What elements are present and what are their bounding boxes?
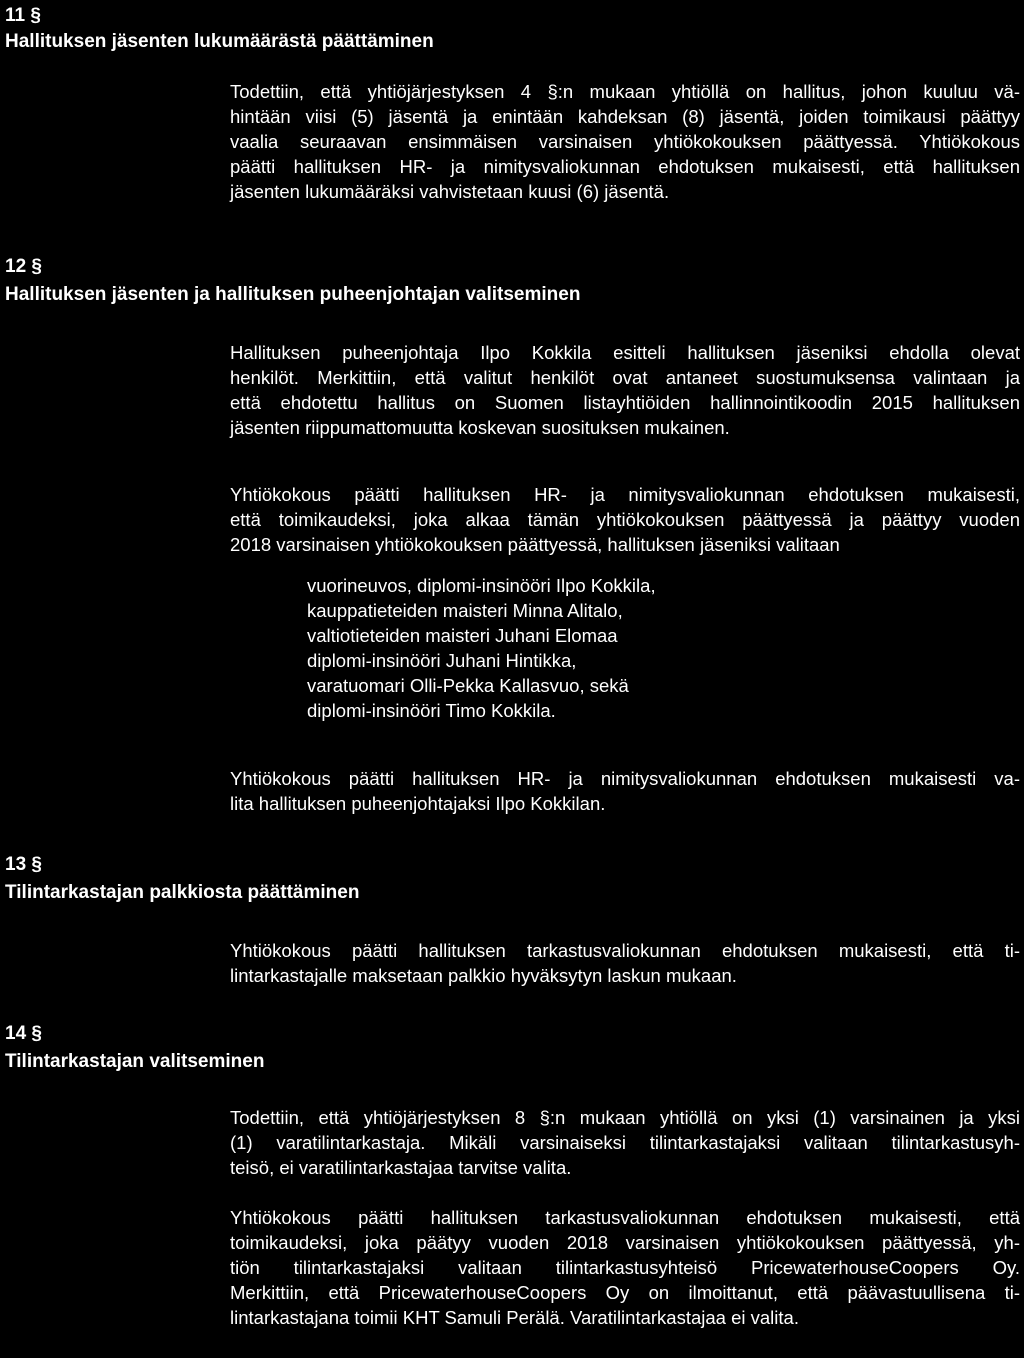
section-14-title: Tilintarkastajan valitseminen xyxy=(5,1051,265,1072)
list-item: kauppatieteiden maisteri Minna Alitalo, xyxy=(307,600,623,621)
text-line: lintarkastajana toimii KHT Samuli Perälä. Varatilintarkastajaa ei valita. xyxy=(230,1307,799,1328)
text-line: teisö, ei varatilintarkastajaa tarvitse valita. xyxy=(230,1157,572,1178)
section-13-title: Tilintarkastajan palkkiosta päättäminen xyxy=(5,882,360,903)
section-13-number: 13 § xyxy=(5,854,42,875)
text-line: (1) varatilintarkastaja. Mikäli varsinaiseksi tilintarkastajaksi valitaan tilintarkastusyh- xyxy=(230,1132,1020,1153)
text-line: 2018 varsinaisen yhtiökokouksen päättyessä, hallituksen jäseniksi valitaan xyxy=(230,534,840,555)
section-12-paragraph-1 xyxy=(230,340,1020,440)
board-members-list xyxy=(307,573,907,723)
section-11-paragraph-1 xyxy=(230,79,1020,204)
text-line: vaalia seuraavan ensimmäisen varsinaisen yhtiökokouksen päättyessä. Yhtiökokous xyxy=(230,131,1020,152)
text-line: jäsenten lukumääräksi vahvistetaan kuusi (6) jäsentä. xyxy=(230,181,670,202)
text-line: Yhtiökokous päätti hallituksen tarkastusvaliokunnan ehdotuksen mukaisesti, että xyxy=(230,1207,1020,1228)
text-line: päätti hallituksen HR- ja nimitysvaliokunnan ehdotuksen mukaisesti, että hallituksen xyxy=(230,156,1020,177)
text-line: Yhtiökokous päätti hallituksen HR- ja nimitysvaliokunnan ehdotuksen mukaisesti, xyxy=(230,484,1020,505)
section-14-number: 14 § xyxy=(5,1023,42,1044)
section-11-number: 11 § xyxy=(5,5,41,26)
section-12-title: Hallituksen jäsenten ja hallituksen puheenjohtajan valitseminen xyxy=(5,284,581,305)
text-line: lita hallituksen puheenjohtajaksi Ilpo Kokkilan. xyxy=(230,793,606,814)
list-item: valtiotieteiden maisteri Juhani Elomaa xyxy=(307,625,618,646)
list-item: diplomi-insinööri Timo Kokkila. xyxy=(307,700,556,721)
section-14-paragraph-2 xyxy=(230,1205,1020,1330)
section-12-paragraph-3 xyxy=(230,766,1020,816)
list-item: diplomi-insinööri Juhani Hintikka, xyxy=(307,650,577,671)
section-12-number: 12 § xyxy=(5,256,42,277)
text-line: Merkittiin, että PricewaterhouseCoopers Oy on ilmoittanut, että päävastuullisena ti- xyxy=(230,1282,1020,1303)
text-line: että toimikaudeksi, joka alkaa tämän yhtiökokouksen päättyessä ja päättyy vuoden xyxy=(230,509,1020,530)
text-line: Todettiin, että yhtiöjärjestyksen 4 §:n mukaan yhtiöllä on hallitus, johon kuuluu vä- xyxy=(230,81,1020,102)
section-12-paragraph-2 xyxy=(230,482,1020,557)
text-line: henkilöt. Merkittiin, että valitut henkilöt ovat antaneet suostumuksensa valintaan ja xyxy=(230,367,1020,388)
section-11-title: Hallituksen jäsenten lukumäärästä päättäminen xyxy=(5,31,434,52)
text-line: Todettiin, että yhtiöjärjestyksen 8 §:n mukaan yhtiöllä on yksi (1) varsinainen ja yksi xyxy=(230,1107,1020,1128)
list-item: vuorineuvos, diplomi-insinööri Ilpo Kokkila, xyxy=(307,575,656,596)
text-line: jäsenten riippumattomuutta koskevan suosituksen mukainen. xyxy=(230,417,730,438)
section-14-paragraph-1 xyxy=(230,1105,1020,1180)
text-line: toimikaudeksi, joka päätyy vuoden 2018 varsinaisen yhtiökokouksen päättyessä, yh- xyxy=(230,1232,1020,1253)
text-line: Yhtiökokous päätti hallituksen HR- ja nimitysvaliokunnan ehdotuksen mukaisesti va- xyxy=(230,768,1020,789)
text-line: hintään viisi (5) jäsentä ja enintään kahdeksan (8) jäsentä, joiden toimikausi päättyy xyxy=(230,106,1020,127)
section-13-paragraph-1 xyxy=(230,938,1020,988)
text-line: tiön tilintarkastajaksi valitaan tilintarkastusyhteisö PricewaterhouseCoopers Oy. xyxy=(230,1257,1020,1278)
text-line: lintarkastajalle maksetaan palkkio hyväksytyn laskun mukaan. xyxy=(230,965,737,986)
list-item: varatuomari Olli-Pekka Kallasvuo, sekä xyxy=(307,675,629,696)
text-line: Hallituksen puheenjohtaja Ilpo Kokkila esitteli hallituksen jäseniksi ehdolla olevat xyxy=(230,342,1020,363)
text-line: että ehdotettu hallitus on Suomen listayhtiöiden hallinnointikoodin 2015 hallituksen xyxy=(230,392,1020,413)
text-line: Yhtiökokous päätti hallituksen tarkastusvaliokunnan ehdotuksen mukaisesti, että ti- xyxy=(230,940,1020,961)
